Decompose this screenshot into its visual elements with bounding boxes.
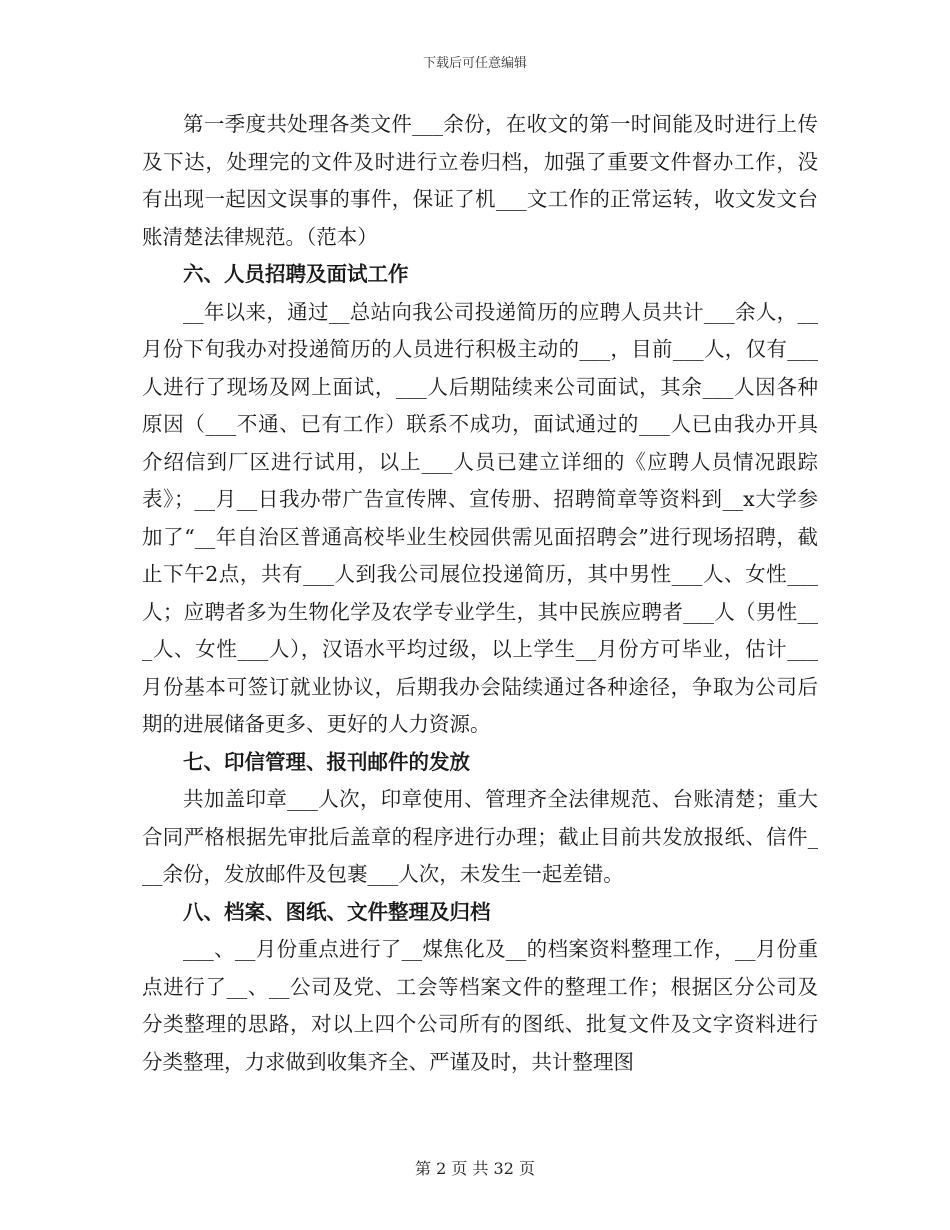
- paragraph-archives: ___、__月份重点进行了__煤焦化及__的档案资料整理工作，__月份重点进行了__、__公司及党、工会等档案文件的整理工作；根据区分公司及分类整理的思路，对以上四个公司所有的图纸、批复文件及文字资料进行分类整理，力求做到收集齐全、严谨及时，共计整理图: [142, 937, 818, 1074]
- paragraph-recruitment: __年以来，通过__总站向我公司投递简历的应聘人员共计___余人，__月份下旬我办对投递简历的人员进行积极主动的___，目前___人，仅有___人进行了现场及网上面试，___人后期陆续来公司面试，其余___人因各种原因（___不通、已有工作）联系不成功，面试通过的___人已由我办开具介绍信到厂区进行试用，以上___人员已建立详细的《应聘人员情况跟踪表》；__月__日我办带广告宣传牌、宣传册、招聘简章等资料到__x大学参加了“__年自治区普通高校毕业生校园供需见面招聘会”进行现场招聘，截止下午2点，共有___人到我公司展位投递简历，其中男性___人、女性___人；应聘者多为生物化学及农学专业学生，其中民族应聘者___人（男性___人、女性___人），汉语水平均过级，以上学生__月份方可毕业，估计___月份基本可签订就业协议，后期我办会陆续通过各种途径，争取为公司后期的进展储备更多、更好的人力资源。: [142, 299, 818, 736]
- section-heading-archives: 八、档案、图纸、文件整理及归档: [183, 899, 491, 924]
- section-heading-seal-mail: 七、印信管理、报刊邮件的发放: [183, 749, 470, 774]
- paragraph-seal-mail: 共加盖印章___人次，印章使用、管理齐全法律规范、台账清楚；重大合同严格根据先审批后盖章的程序进行办理；截止目前共发放报纸、信件___余份，发放邮件及包裹___人次，未发生一起差错。: [142, 787, 818, 886]
- page-header: 下载后可任意编辑: [422, 56, 527, 71]
- section-heading-recruitment: 六、人员招聘及面试工作: [183, 262, 409, 286]
- page-number: 第 2 页 共 32 页: [415, 1159, 535, 1178]
- document-body: [142, 106, 818, 1081]
- paragraph-document-processing: 第一季度共处理各类文件___余份，在收文的第一时间能及时进行上传及下达，处理完的文件及时进行立卷归档，加强了重要文件督办工作，没有出现一起因文误事的事件，保证了机___文工作的正常运转，收文发文台账清楚法律规范。（范本）: [142, 112, 818, 249]
